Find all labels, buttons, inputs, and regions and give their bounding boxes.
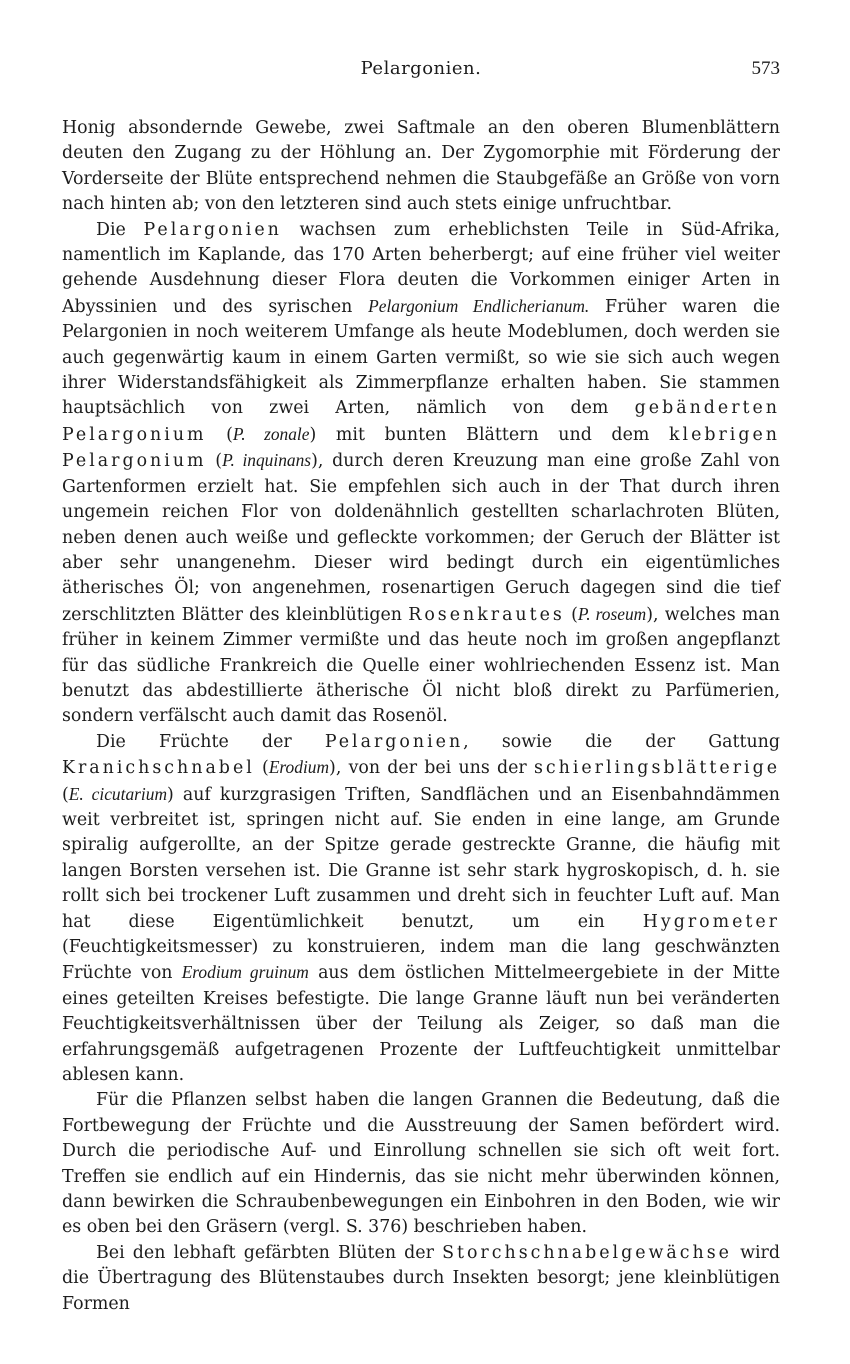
emphasized-term: Rosenkrautes bbox=[408, 604, 565, 625]
emphasized-term: klebrigen Pelargonium bbox=[62, 424, 780, 472]
emphasized-term: Hygrometer bbox=[642, 911, 780, 932]
book-page bbox=[62, 58, 780, 1317]
text-run: ( bbox=[564, 604, 578, 625]
text-run: ), durch deren Kreuzung man eine große Zahl von Gartenformen erzielt hat. Sie empfehlen sich auch in der That durch ihren ungemein reichen Flor von doldenähnlich gestellten scharlachroten Blüten, neben denen auch weiße und gefleckte vorkommen; der Geruch der Blätter ist aber sehr unangenehm. Dieser wird bedingt durch ein eigentümliches ätherisches Öl; von angenehmen, rosenartigen Geruch dagegen sind die tief zerschlitzten Blätter des kleinblütigen bbox=[62, 451, 780, 625]
text-run: ), von der bei uns der bbox=[329, 758, 534, 779]
text-run: (Feuchtigkeitsmesser) zu konstruieren, indem man die lang geschwänzten Früchte von bbox=[62, 937, 780, 984]
text-run: aus dem östlichen Mittelmeergebiete in der Mitte eines geteilten Kreises befestigte. Die lange Granne läuft nun bei veränderten Feuchtigkeitsverhältnissen über der Teilung als Zeiger, so daß man die erfahrungsgemäß aufgetragenen Prozente der Luftfeuchtigkeit unmittelbar ablesen kann. bbox=[62, 963, 780, 1086]
emphasized-term: gebänderten Pelargonium bbox=[62, 398, 780, 445]
emphasized-term: schierlingsblätterige bbox=[533, 758, 780, 779]
running-title: Pelargonien. bbox=[360, 58, 482, 79]
text-run: Früher waren die Pelargonien in noch weiterem Umfange als heute Modeblumen, doch werden sie auch gegenwärtig kaum in einem Garten vermißt, so wie sie sich auch wegen ihrer Widerstandsfähigkeit als Zimmerpflanze erhalten haben. Sie stammen hauptsächlich von zwei Arten, nämlich von dem bbox=[62, 296, 780, 419]
latin-name: P. roseum bbox=[577, 603, 647, 624]
emphasized-term: Kranichschnabel bbox=[62, 758, 255, 779]
page-header bbox=[62, 58, 780, 98]
paragraph-2 bbox=[62, 218, 780, 730]
latin-name: E. cicutarium bbox=[68, 783, 167, 804]
text-run: wachsen zum erheblichsten Teile in Süd-Afrika, namentlich im Kaplande, das 170 Arten beherbergt; auf eine früher viel weiter gehende Ausdehnung dieser Flora deuten die Vorkommen einiger Arten in Abyssinien und des syrischen bbox=[62, 219, 780, 317]
page-number: 573 bbox=[751, 58, 780, 79]
paragraph-5 bbox=[62, 1241, 780, 1317]
text-run: ) mit bunten Blättern und dem bbox=[309, 424, 669, 445]
text-run: Die bbox=[96, 219, 144, 240]
paragraph-4-text: Für die Pflanzen selbst haben die langen Grannen die Bedeutung, daß die Fortbewegung der Früchte und die Ausstreuung der Samen befördert wird. Durch die periodische Auf- und Einrollung schnellen sie sich oft weit fort. Treffen sie endlich auf ein Hindernis, das sie nicht mehr überwinden können, dann bewirken die Schraubenbewegungen ein Einbohren in den Boden, wie wir es oben bei den Gräsern (vergl. S. 376) beschrieben haben. bbox=[62, 1090, 780, 1238]
text-run: ( bbox=[62, 784, 69, 805]
paragraph-3 bbox=[62, 730, 780, 1089]
text-run: ( bbox=[206, 451, 223, 472]
latin-name: P. zonale bbox=[232, 423, 310, 444]
text-run: Bei den lebhaft gefärbten Blüten der bbox=[96, 1242, 443, 1263]
text-run: wird die Übertragung des Blütenstaubes durch Insekten besorgt; jene kleinblütigen Formen bbox=[62, 1242, 780, 1314]
latin-name: P. inquinans bbox=[222, 450, 312, 471]
paragraph-1-text: Honig absondernde Gewebe, zwei Saftmale an den oberen Blumenblättern deuten den Zugang zu der Höhlung an. Der Zygomorphie mit Förderung der Vorderseite der Blüte entsprechend nehmen die Staubgefäße an Größe von vorn nach hinten ab; von den letzteren sind auch stets einige unfruchtbar. bbox=[62, 118, 780, 215]
text-run: ( bbox=[254, 758, 269, 779]
latin-name: Erodium gruinum bbox=[181, 962, 309, 983]
emphasized-term: Pelargonien bbox=[143, 219, 282, 240]
text-run: , sowie die der Gattung bbox=[463, 731, 780, 752]
body-text bbox=[62, 116, 780, 1317]
text-run: ), welches man früher in keinem Zimmer vermißte und das heute noch im großen angepflanzt für das südliche Frankreich die Quelle einer wohlriechenden Essenz ist. Man benutzt das abdestillierte ätherische Öl nicht bloß direkt zu Parfümerien, sondern verfälscht auch damit das Rosenöl. bbox=[62, 604, 780, 727]
latin-name: Erodium bbox=[268, 757, 330, 778]
paragraph-4 bbox=[62, 1088, 780, 1240]
paragraph-1 bbox=[62, 116, 780, 218]
latin-name: Pelargonium Endlicherianum. bbox=[368, 295, 590, 316]
text-run: ) auf kurzgrasigen Triften, Sandflächen und an Eisenbahndämmen weit verbreitet ist, springen nicht auf. Sie enden in eine lange, am Grunde spiralig aufgerollte, an der Spitze gerade gestreckte Granne, die häufig mit langen Borsten versehen ist. Die Granne ist sehr stark hygroskopisch, d. h. sie rollt sich bei trockener Luft zusammen und dreht sich in feuchter Luft auf. Man hat diese Eigentümlichkeit benutzt, um ein bbox=[62, 784, 780, 932]
text-run: Die Früchte der bbox=[96, 731, 325, 752]
emphasized-term: Pelargonien bbox=[324, 731, 464, 752]
emphasized-term: Storchschnabelgewächse bbox=[442, 1242, 732, 1263]
text-run: ( bbox=[206, 424, 233, 445]
